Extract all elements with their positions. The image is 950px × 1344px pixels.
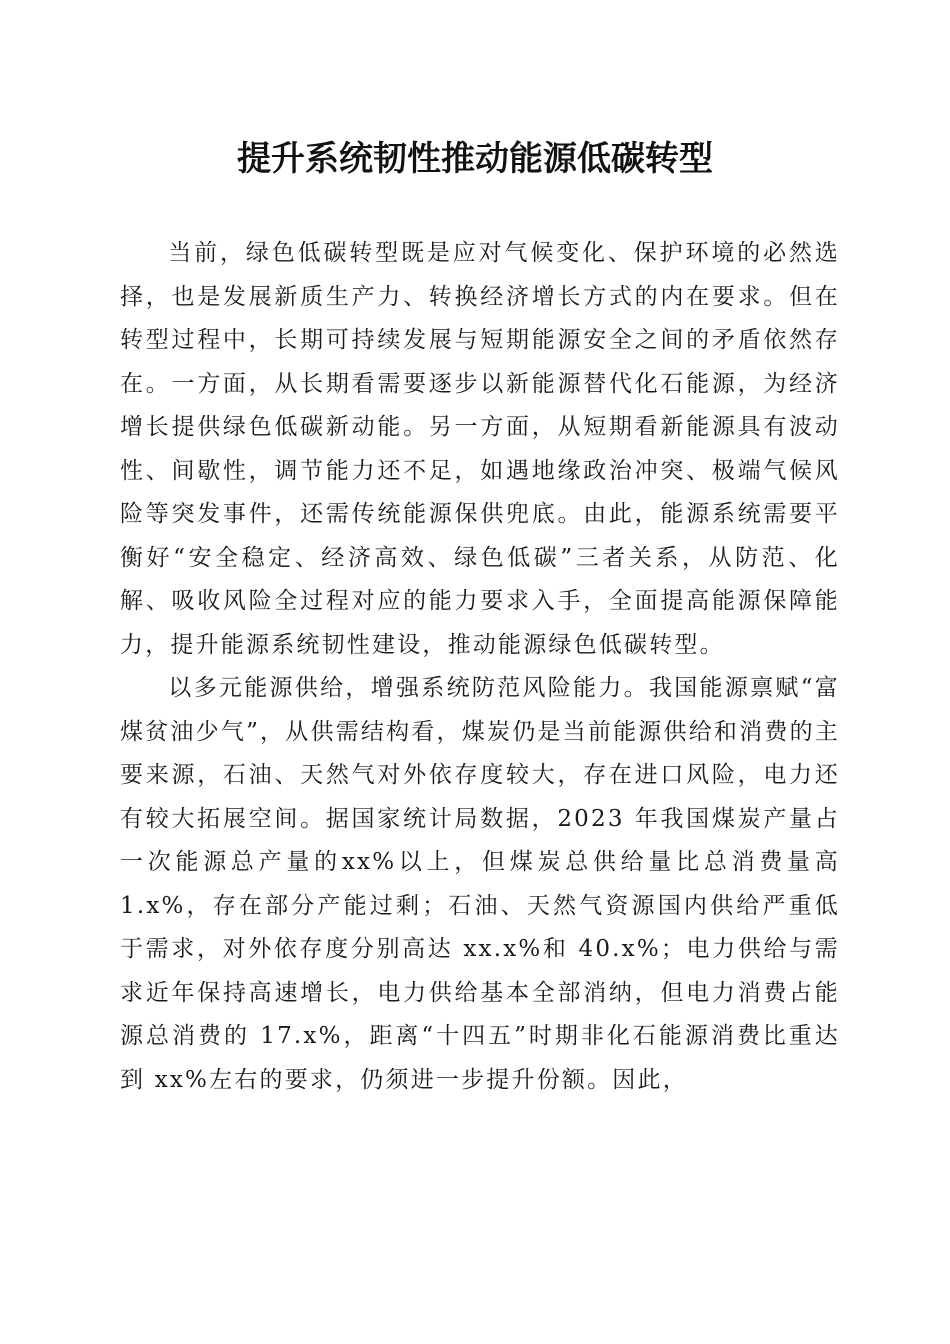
document-title: 提升系统韧性推动能源低碳转型 bbox=[237, 139, 713, 179]
paragraph-1: 当前，绿色低碳转型既是应对气候变化、保护环境的必然选择，也是发展新质生产力、转换经济增长方式的内在要求。但在转型过程中，长期可持续发展与短期能源安全之间的矛盾依然存在。一方面，从长期看需要逐步以新能源替代化石能源，为经济增长提供绿色低碳新动能。另一方面，从短期看新能源具有波动性、间歇性，调节能力还不足，如遇地缘政治冲突、极端气候风险等突发事件，还需传统能源保供兜底。由此，能源系统需要平衡好“安全稳定、经济高效、绿色低碳”三者关系，从防范、化解、吸收风险全过程对应的能力要求入手，全面提高能源保障能力，提升能源系统韧性建设，推动能源绿色低碳转型。 bbox=[120, 240, 840, 658]
document-body bbox=[120, 232, 840, 1102]
paragraph-2: 以多元能源供给，增强系统防范风险能力。我国能源禀赋“富煤贫油少气”，从供需结构看，煤炭仍是当前能源供给和消费的主要来源，石油、天然气对外依存度较大，存在进口风险，电力还有较大拓展空间。据国家统计局数据，2023 年我国煤炭产量占一次能源总产量的xx%以上，但煤炭总供给量比总消费量高 1.x%，存在部分产能过剩；石油、天然气资源国内供给严重低于需求，对外依存度分别高达 xx.x%和 40.x%；电力供给与需求近年保持高速增长，电力供给基本全部消纳，但电力消费占能源总消费的 17.x%，距离“十四五”时期非化石能源消费比重达到 xx%左右的要求，仍须进一步提升份额。因此， bbox=[120, 675, 840, 1093]
